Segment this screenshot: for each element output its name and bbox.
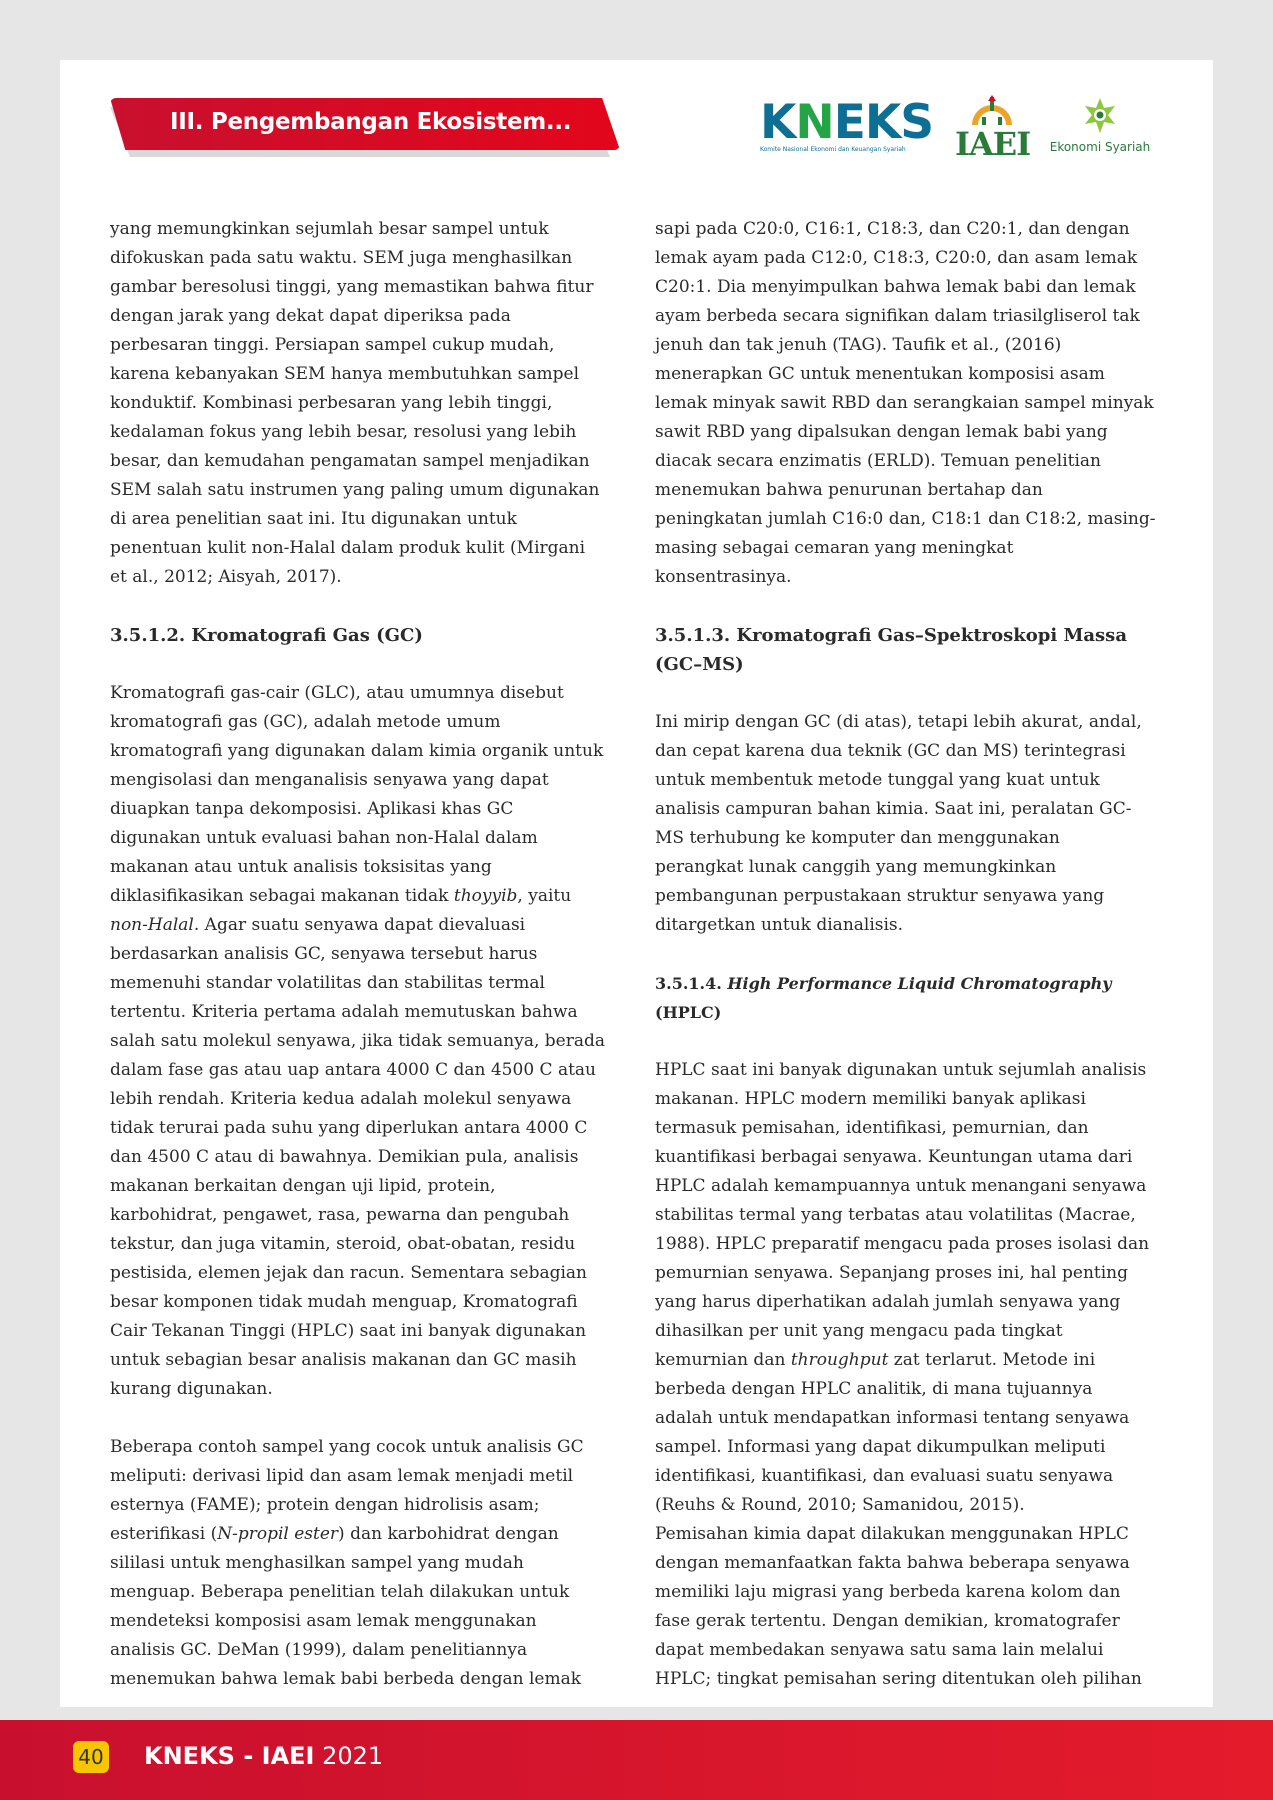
heading-gcms (655, 621, 1165, 679)
text-line: menemukan bahwa lemak babi berbeda dengan lemak (110, 1669, 582, 1689)
text-line: sapi pada C20:0, C16:1, C18:3, dan C20:1, dan dengan (655, 219, 1130, 239)
text-line: memiliki laju migrasi yang berbeda karena kolom dan (655, 1582, 1121, 1602)
text-line: lemak minyak sawit RBD dan serangkaian sampel minyak (655, 393, 1154, 413)
text-line: non-Halal. Agar suatu senyawa dapat dievaluasi (110, 915, 526, 935)
text-line: SEM salah satu instrumen yang paling umum digunakan (110, 480, 600, 500)
text-line: diuapkan tanpa dekomposisi. Aplikasi khas GC (110, 799, 514, 819)
text-line: karbohidrat, pengawet, rasa, pewarna dan pengubah (110, 1205, 570, 1225)
text-line: (Reuhs & Round, 2010; Samanidou, 2015). (655, 1495, 1025, 1515)
text-line: pestisida, elemen jejak dan racun. Sementara sebagian (110, 1263, 587, 1283)
text-line: berbeda dengan HPLC analitik, di mana tujuannya (655, 1379, 1093, 1399)
text-line: Pemisahan kimia dapat dilakukan menggunakan HPLC (655, 1524, 1129, 1544)
text-line: meliputi: derivasi lipid dan asam lemak menjadi metil (110, 1466, 574, 1486)
text-line: digunakan untuk evaluasi bahan non-Halal dalam (110, 828, 538, 848)
text-line: yang memungkinkan sejumlah besar sampel untuk (110, 219, 549, 239)
text-line: Ini mirip dengan GC (di atas), tetapi lebih akurat, andal, (655, 712, 1142, 732)
page (60, 60, 1213, 1707)
text-line: dan cepat karena dua teknik (GC dan MS) terintegrasi (655, 741, 1126, 761)
text-line: HPLC adalah kemampuannya untuk menangani senyawa (655, 1176, 1147, 1196)
heading-hplc (655, 969, 1165, 1027)
text-line: berdasarkan analisis GC, senyawa tersebut harus (110, 944, 538, 964)
left-paragraph-2 (110, 679, 620, 1404)
text-line: makanan berkaitan dengan uji lipid, protein, (110, 1176, 496, 1196)
text-line: dengan jarak yang dekat dapat diperiksa pada (110, 306, 511, 326)
footer-brand: KNEKS - IAEI 2021 (144, 1742, 384, 1770)
text-line: adalah untuk mendapatkan informasi tentang senyawa (655, 1408, 1130, 1428)
text-line: et al., 2012; Aisyah, 2017). (110, 567, 342, 587)
text-line: sampel. Informasi yang dapat dikumpulkan meliputi (655, 1437, 1106, 1457)
text-line: HPLC; tingkat pemisahan sering ditentukan oleh pilihan (655, 1669, 1142, 1689)
ekonomi-syariah-label: Ekonomi Syariah (1049, 140, 1151, 154)
heading-gc: 3.5.1.2. Kromatografi Gas (GC) (110, 625, 423, 646)
iaei-logo (953, 95, 1033, 163)
right-paragraph-3 (655, 1056, 1165, 1694)
text-line: MS terhubung ke komputer dan menggunakan (655, 828, 1060, 848)
right-column (655, 215, 1165, 1694)
heading-line: (HPLC) (655, 1003, 722, 1022)
text-line: kromatografi yang digunakan dalam kimia organik untuk (110, 741, 604, 761)
text-line: ayam berbeda secara signifikan dalam triasilgliserol tak (655, 306, 1140, 326)
text-line: masing sebagai cemaran yang meningkat (655, 538, 1014, 558)
text-line: mendeteksi komposisi asam lemak menggunakan (110, 1611, 537, 1631)
text-line: fase gerak tertentu. Dengan demikian, kromatografer (655, 1611, 1120, 1631)
kneks-logo (760, 95, 940, 158)
text-line: tertentu. Kriteria pertama adalah memutuskan bahwa (110, 1002, 578, 1022)
text-line: C20:1. Dia menyimpulkan bahwa lemak babi dan lemak (655, 277, 1136, 297)
text-line: pembangunan perpustakaan struktur senyawa yang (655, 886, 1105, 906)
text-line: karena kebanyakan SEM hanya membutuhkan sampel (110, 364, 580, 384)
left-paragraph-1 (110, 215, 620, 592)
text-line: dalam fase gas atau uap antara 4000 C dan 4500 C atau (110, 1060, 596, 1080)
text-line: konsentrasinya. (655, 567, 792, 587)
star-emblem-icon (1080, 96, 1120, 136)
text-line: perbesaran tinggi. Persiapan sampel cukup mudah, (110, 335, 555, 355)
text-line: dan 4500 C atau di bawahnya. Demikian pula, analisis (110, 1147, 579, 1167)
text-line: lebih rendah. Kriteria kedua adalah molekul senyawa (110, 1089, 572, 1109)
text-line: untuk membentuk metode tunggal yang kuat untuk (655, 770, 1100, 790)
text-line: 1988). HPLC preparatif mengacu pada proses isolasi dan (655, 1234, 1150, 1254)
text-line: menemukan bahwa penurunan bertahap dan (655, 480, 1043, 500)
heading-line: 3.5.1.3. Kromatografi Gas–Spektroskopi Massa (655, 625, 1127, 646)
heading-line: 3.5.1.4. High Performance Liquid Chromatography (655, 974, 1112, 993)
text-line: mengisolasi dan menganalisis senyawa yang dapat (110, 770, 549, 790)
text-line: diklasifikasikan sebagai makanan tidak thoyyib, yaitu (110, 886, 572, 906)
text-line: pemurnian senyawa. Sepanjang proses ini, hal penting (655, 1263, 1128, 1283)
text-line: identifikasi, kuantifikasi, dan evaluasi suatu senyawa (655, 1466, 1114, 1486)
text-line: peningkatan jumlah C16:0 dan, C18:1 dan C18:2, masing- (655, 509, 1156, 529)
text-line: Cair Tekanan Tinggi (HPLC) saat ini banyak digunakan (110, 1321, 587, 1341)
text-line: besar komponen tidak mudah menguap, Kromatografi (110, 1292, 578, 1312)
text-line: perangkat lunak canggih yang memungkinkan (655, 857, 1057, 877)
text-line: dapat membedakan senyawa satu sama lain melalui (655, 1640, 1104, 1660)
text-line: untuk sebagian besar analisis makanan dan GC masih (110, 1350, 577, 1370)
text-line: besar, dan kemudahan pengamatan sampel menjadikan (110, 451, 590, 471)
iaei-emblem-icon (966, 95, 1018, 129)
text-line: Beberapa contoh sampel yang cocok untuk analisis GC (110, 1437, 584, 1457)
text-line: di area penelitian saat ini. Itu digunakan untuk (110, 509, 517, 529)
text-line: kemurnian dan throughput zat terlarut. Metode ini (655, 1350, 1096, 1370)
text-line: penentuan kulit non-Halal dalam produk kulit (Mirgani (110, 538, 586, 558)
text-line: diacak secara enzimatis (ERLD). Temuan penelitian (655, 451, 1101, 471)
left-column (110, 215, 620, 1694)
text-line: kromatografi gas (GC), adalah metode umum (110, 712, 501, 732)
text-line: termasuk pemisahan, identifikasi, pemurnian, dan (655, 1118, 1089, 1138)
page-number-badge: 40 (73, 1741, 109, 1773)
right-paragraph-1 (655, 215, 1165, 592)
right-paragraph-2 (655, 708, 1165, 940)
text-line: kuantifikasi berbagai senyawa. Keuntungan utama dari (655, 1147, 1133, 1167)
text-line: Kromatografi gas-cair (GLC), atau umumnya disebut (110, 683, 564, 703)
text-line: kurang digunakan. (110, 1379, 273, 1399)
text-line: salah satu molekul senyawa, jika tidak semuanya, berada (110, 1031, 605, 1051)
text-line: yang harus diperhatikan adalah jumlah senyawa yang (655, 1292, 1121, 1312)
text-line: HPLC saat ini banyak digunakan untuk sejumlah analisis (655, 1060, 1147, 1080)
text-line: menerapkan GC untuk menentukan komposisi asam (655, 364, 1105, 384)
text-line: gambar beresolusi tinggi, yang memastikan bahwa fitur (110, 277, 594, 297)
text-line: makanan atau untuk analisis toksisitas yang (110, 857, 492, 877)
text-line: makanan. HPLC modern memiliki banyak aplikasi (655, 1089, 1086, 1109)
text-line: tekstur, dan juga vitamin, steroid, obat-obatan, residu (110, 1234, 576, 1254)
text-line: difokuskan pada satu waktu. SEM juga menghasilkan (110, 248, 573, 268)
text-line: analisis campuran bahan kimia. Saat ini, peralatan GC- (655, 799, 1132, 819)
heading-line: (GC–MS) (655, 654, 744, 675)
text-line: esternya (FAME); protein dengan hidrolisis asam; (110, 1495, 540, 1515)
text-line: jenuh dan tak jenuh (TAG). Taufik et al., (2016) (655, 335, 1062, 355)
text-line: sililasi untuk menghasilkan sampel yang mudah (110, 1553, 524, 1573)
left-paragraph-3 (110, 1433, 620, 1694)
text-line: lemak ayam pada C12:0, C18:3, C20:0, dan asam lemak (655, 248, 1138, 268)
kneks-wordmark: KNEKS (760, 95, 934, 150)
text-line: ditargetkan untuk dianalisis. (655, 915, 904, 935)
ekonomi-syariah-logo (1045, 96, 1155, 160)
kneks-subtitle: Komite Nasional Ekonomi dan Keuangan Syariah (760, 146, 906, 153)
iaei-wordmark: IAEI (955, 125, 1031, 163)
text-line: sawit RBD yang dipalsukan dengan lemak babi yang (655, 422, 1108, 442)
text-line: analisis GC. DeMan (1999), dalam penelitiannya (110, 1640, 528, 1660)
text-line: dihasilkan per unit yang mengacu pada tingkat (655, 1321, 1063, 1341)
text-line: stabilitas termal yang terbatas atau volatilitas (Macrae, (655, 1205, 1136, 1225)
text-line: dengan memanfaatkan fakta bahwa beberapa senyawa (655, 1553, 1130, 1573)
text-line: tidak terurai pada suhu yang diperlukan antara 4000 C (110, 1118, 588, 1138)
section-title: III. Pengembangan Ekosistem... (170, 109, 572, 135)
text-line: menguap. Beberapa penelitian telah dilakukan untuk (110, 1582, 570, 1602)
text-line: memenuhi standar volatilitas dan stabilitas termal (110, 973, 545, 993)
text-line: kedalaman fokus yang lebih besar, resolusi yang lebih (110, 422, 577, 442)
text-line: konduktif. Kombinasi perbesaran yang lebih tinggi, (110, 393, 553, 413)
text-line: esterifikasi (N-propil ester) dan karbohidrat dengan (110, 1524, 559, 1544)
